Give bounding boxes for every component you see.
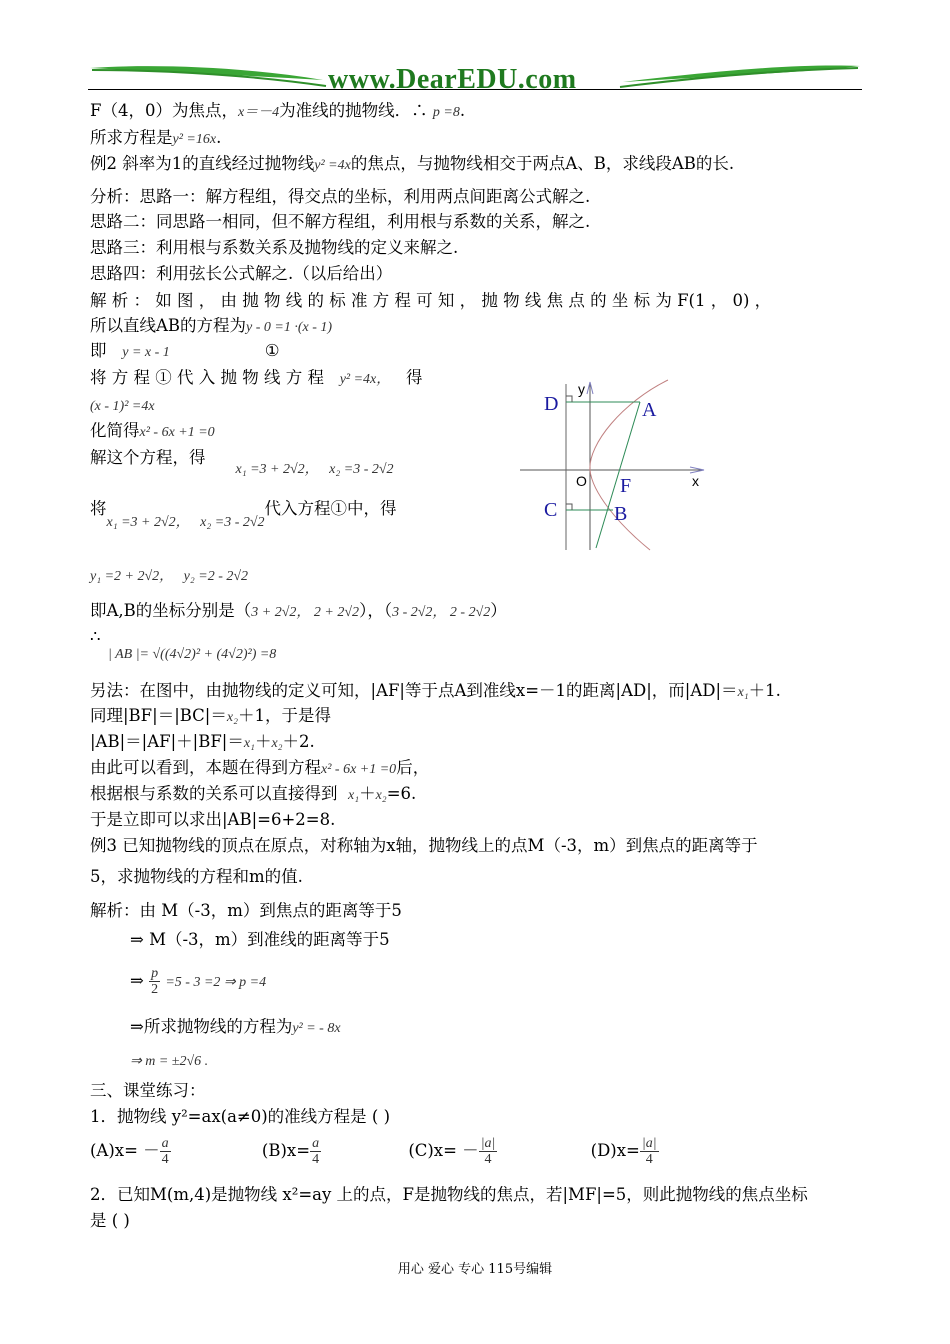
math-line: (x - 1)² =4x — [90, 399, 155, 414]
text-line: 同理|BF|＝|BC|＝x₂＋1，于是得 — [90, 706, 331, 725]
text-line: 即A,B的坐标分别是（3 + 2√2， 2 + 2√2），（3 - 2√2， 2 - 2√2） — [90, 601, 507, 620]
label-a: A — [642, 399, 657, 421]
option-b: (B)x= $\frac{a}{4}$ — [261, 1136, 320, 1167]
text-line: 例3 已知抛物线的顶点在原点，对称轴为x轴，抛物线上的点M（-3，m）到焦点的距离等于 — [90, 836, 758, 855]
text-line: |AB|＝|AF|＋|BF|＝x₁＋x₂＋2. — [90, 732, 315, 751]
text-line: 例2 斜率为1的直线经过抛物线y² =4x的焦点，与抛物线相交于两点A、B，求线段AB的长. — [90, 154, 735, 173]
question: 2．已知M(m,4)是抛物线 x²=ay 上的点，F是抛物线的焦点，若|MF|=5，则此抛物线的焦点坐标 — [90, 1185, 808, 1204]
text-line: 将$_{x_1 =3 + 2√2,}$ $_{x_2 =3 - 2√2}$代入方程①中，得 — [90, 499, 397, 530]
text-line: 将 方 程 ① 代 入 抛 物 线 方 程 y² =4x， 得 — [90, 368, 423, 387]
text-line: ∴ — [90, 627, 101, 646]
math-line: | AB |= √((4√2)² + (4√2)²) =8 — [108, 647, 277, 662]
text-line: 由此可以看到，本题在得到方程x² - 6x +1 =0后， — [90, 758, 430, 777]
math-line: ⇒ $\frac{p}{2}$ =5 - 3 =2 ⇒ p =4 — [130, 966, 267, 997]
section-heading: 三、课堂练习： — [90, 1081, 206, 1100]
text-line: 所求方程是y² =16x. — [90, 128, 222, 147]
math-line: ⇒ m = ±2√6 . — [130, 1054, 209, 1069]
text-line: 另法：在图中，由抛物线的定义可知，|AF|等于点A到准线x=－1的距离|AD|，而|AD|＝x₁＋1. — [90, 681, 781, 700]
text-line: 所以直线AB的方程为y - 0 =1 ·(x - 1) — [90, 316, 333, 335]
text-line: 于是立即可以求出|AB|=6+2=8. — [90, 810, 336, 829]
math-line: y₁ =2 + 2√2， y₂ =2 - 2√2 — [90, 569, 249, 584]
text-line: 解析：由 M（-3，m）到焦点的距离等于5 — [90, 901, 402, 920]
text-line: 思路三：利用根与系数关系及抛物线的定义来解之. — [90, 238, 459, 257]
page-header — [88, 58, 862, 98]
parabola-diagram — [518, 372, 714, 554]
option-d: (D)x= $\frac{|a|}{4}$ — [590, 1136, 657, 1167]
label-x: x — [692, 473, 699, 489]
text-line: 解这个方程，得$_{x_1 =3 + 2√2,}$ $_{x_2 =3 - 2√2}$ — [90, 448, 394, 477]
option-c: (C)x= － $\frac{|a|}{4}$ — [408, 1136, 496, 1167]
text-line: ⇒ M（-3，m）到准线的距离等于5 — [130, 930, 390, 949]
text-line: 思路二：同思路一相同，但不解方程组，利用根与系数的关系，解之. — [90, 212, 591, 231]
chord-ab — [596, 402, 640, 548]
text-line: 5，求抛物线的方程和m的值. — [90, 867, 303, 886]
text-line: F（4，0）为焦点，x＝－4为准线的抛物线．∴ p =8. — [90, 101, 466, 120]
label-b: B — [614, 503, 628, 525]
question: 1．抛物线 y²=ax(a≠0)的准线方程是 ( ) — [90, 1107, 391, 1126]
text-line: 是 ( ) — [90, 1211, 130, 1230]
label-d: D — [544, 393, 559, 415]
page-footer: 用心 爱心 专心 115号编辑 — [397, 1262, 553, 1277]
label-y: y — [578, 381, 585, 397]
right-angle-c — [566, 504, 572, 510]
text-line: 根据根与系数的关系可以直接得到 x₁＋x₂=6. — [90, 784, 417, 803]
option-a: (A)x= － $\frac{a}{4}$ — [90, 1136, 169, 1167]
text-line: 即 y = x - 1 ① — [90, 341, 280, 360]
text-line: 化简得x² - 6x +1 =0 — [90, 421, 215, 440]
text-line: 思路四：利用弦长公式解之.（以后给出） — [90, 264, 393, 283]
site-logo: www.DearEDU.com — [328, 64, 577, 95]
label-f: F — [620, 475, 632, 497]
text-line: ⇒所求抛物线的方程为y² = - 8x — [130, 1017, 341, 1036]
header-rule — [88, 89, 862, 90]
text-line: 分析：思路一：解方程组，得交点的坐标，利用两点间距离公式解之. — [90, 187, 591, 206]
answer-options — [90, 1136, 659, 1167]
text-line: 解 析 ： 如 图 ， 由 抛 物 线 的 标 准 方 程 可 知 ， 抛 物 线 焦 点 的 坐 标 为 F(1 ， 0) ， — [90, 291, 772, 310]
right-angle-d — [566, 396, 572, 402]
label-o: O — [576, 473, 587, 489]
fraction: $\frac{p}{2}$ — [151, 966, 159, 997]
label-c: C — [544, 499, 558, 521]
